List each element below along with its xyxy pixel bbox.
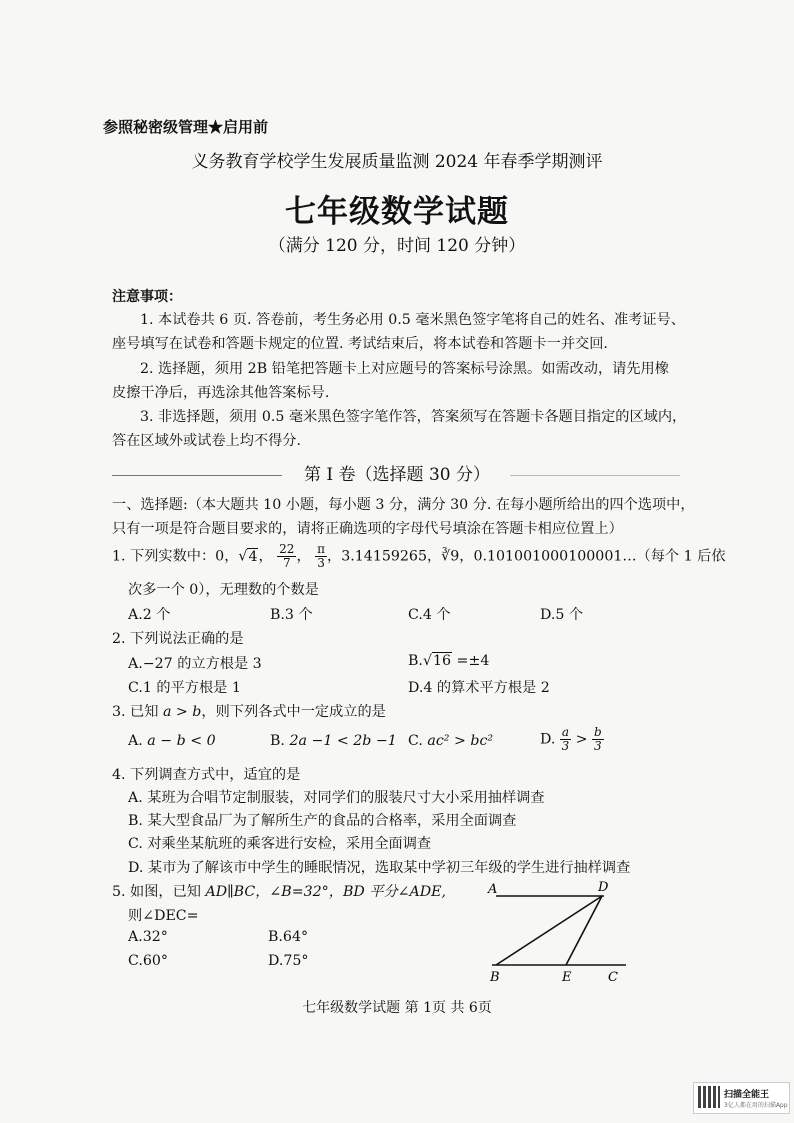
page-footer: 七年级数学试题 第 1页 共 6页: [302, 1000, 492, 1016]
geometry-figure: [480, 876, 640, 986]
question-1-cont: 次多一个 0），无理数的个数是: [128, 582, 319, 598]
label-a: A: [488, 882, 498, 897]
q4-option-d: D. 某市为了解该市中学生的睡眠情况，选取某中学初三年级的学生进行抽样调查: [128, 860, 631, 876]
q4-option-b: B. 某大型食品厂为了解所生产的食品的合格率，采用全面调查: [128, 813, 517, 829]
q2-option-c: C.1 的平方根是 1: [128, 680, 241, 696]
exam-subtitle: （满分 120 分，时间 120 分钟）: [268, 236, 526, 256]
note-1a: 1. 本试卷共 6 页. 答卷前，考生务必用 0.5 毫米黑色签字笔将自己的姓名、准考证号、: [140, 312, 685, 328]
q1-numbers: ，3.14159265，: [327, 548, 442, 565]
sqrt-symbol: √: [422, 653, 432, 669]
q1-lead: 1. 下列实数中：0，: [112, 548, 239, 565]
q3-option-a: A. a − b < 0: [128, 733, 216, 749]
line-de: [566, 896, 602, 965]
note-3a: 3. 非选择题，须用 0.5 毫米黑色签字笔作答，答案须写在答题卡各题目指定的区域内，: [140, 409, 687, 425]
q5-option-c: C.60°: [128, 953, 169, 969]
line-bd: [496, 896, 602, 965]
q3-option-c: C. ac² > bc²: [408, 733, 494, 749]
q5-option-a: A.32°: [128, 929, 168, 945]
question-5-stem: 5. 如图，已知 AD∥BC，∠B=32°，BD 平分∠ADE,: [112, 884, 447, 900]
fraction-pi-3: $\frac{\pi}{3}$: [317, 542, 326, 570]
note-2b: 皮擦干净后，再选涂其他答案标号.: [112, 385, 330, 401]
q2-option-d: D.4 的算术平方根是 2: [408, 680, 550, 696]
label-c: C: [608, 970, 618, 985]
note-3b: 答在区域外或试卷上均不得分.: [112, 433, 301, 449]
label-e: E: [562, 970, 572, 985]
q2-option-b: B.√16 =±4: [408, 653, 490, 669]
q4-option-c: C. 对乘坐某航班的乘客进行安检，采用全面调查: [128, 836, 432, 852]
section-instructions-b: 只有一项是符合题目要求的，请将正确选项的字母代号填涂在答题卡相应位置上）: [112, 521, 623, 537]
qr-code-icon: [698, 1086, 720, 1108]
question-4-stem: 4. 下列调查方式中，适宜的是: [112, 767, 301, 783]
q4-option-a: A. 某班为合唱节定制服装，对同学们的服装尺寸大小采用抽样调查: [128, 790, 545, 806]
q5-option-d: D.75°: [268, 953, 309, 969]
q1-option-b: B.3 个: [270, 607, 313, 623]
page-title: 七年级数学试题: [285, 194, 509, 230]
q1-tail: ，0.101001000100001…（每个 1 后依: [459, 548, 726, 565]
q2-option-a: A.−27 的立方根是 3: [128, 656, 262, 672]
note-2a: 2. 选择题，须用 2B 铅笔把答题卡上对应题号的答案标号涂黑。如需改动，请先用橡: [140, 361, 669, 377]
scanner-app-sub: 3亿人都在用的扫描App: [724, 1102, 788, 1109]
label-d: D: [598, 880, 609, 895]
question-3-stem: 3. 已知 a > b，则下列各式中一定成立的是: [112, 704, 386, 720]
label-b: B: [490, 970, 500, 985]
note-1b: 座号填写在试卷和答题卡规定的位置. 考试结束后，将本试卷和答题卡一并交回.: [112, 336, 608, 352]
sqrt-symbol: √: [238, 548, 248, 565]
question-5-ask: 则∠DEC=: [128, 908, 199, 924]
q5-option-b: B.64°: [268, 929, 309, 945]
scanner-badge: [693, 1082, 790, 1114]
exam-supertitle: 义务教育学校学生发展质量监测 2024 年春季学期测评: [191, 152, 603, 172]
q1-option-d: D.5 个: [540, 607, 584, 623]
scanner-app-name: 扫描全能王: [724, 1090, 770, 1100]
section-instructions-a: 一、选择题:（本大题共 10 小题，每小题 3 分，满分 30 分. 在每小题所给出的四个选项中，: [112, 497, 695, 513]
question-1-stem: 1. 下列实数中：0，√4， $\frac{22}{7}$ ， $\frac{\pi}{3}$ ，3.14159265，∛9，0.101001000100001…（每个 1 后依: [112, 542, 726, 570]
confidential-label: 参照秘密级管理★启用前: [103, 118, 269, 136]
question-2-stem: 2. 下列说法正确的是: [112, 631, 244, 647]
section-title: 第 I 卷（选择题 30 分）: [304, 465, 490, 485]
q3-option-d: D. $\frac{a}{3}$ > $\frac{b}{3}$: [540, 725, 602, 753]
q3-option-b: B. 2a −1 < 2b −1: [270, 733, 397, 749]
q1-option-c: C.4 个: [408, 607, 451, 623]
notes-heading: 注意事项：: [112, 289, 182, 305]
q1-cube-root: ∛9: [441, 548, 460, 565]
q1-sqrt4: 4: [248, 548, 258, 565]
fraction-22-7: $\frac{22}{7}$: [279, 542, 295, 570]
q1-option-a: A.2 个: [128, 607, 171, 623]
